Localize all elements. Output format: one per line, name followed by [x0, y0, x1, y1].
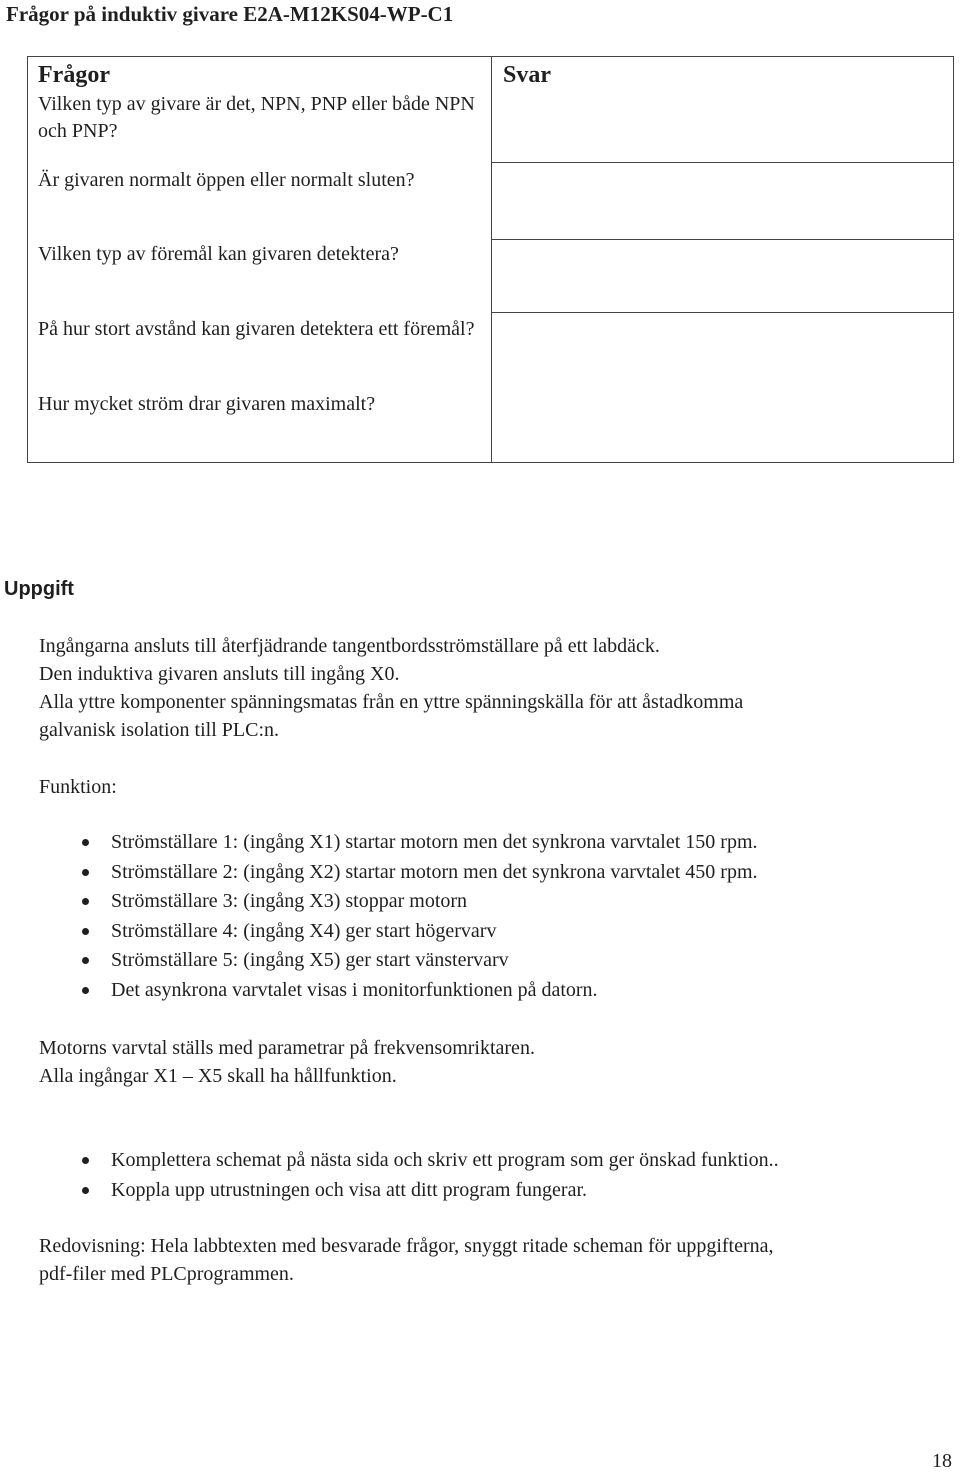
- task-intro-line: Den induktiva givaren ansluts till ingång X0.: [39, 663, 400, 685]
- list-item: Koppla upp utrustningen och visa att ditt program fungerar.: [39, 1176, 779, 1206]
- list-item: Strömställare 5: (ingång X5) ger start vänstervarv: [39, 946, 758, 976]
- report-line: pdf-filer med PLCprogrammen.: [39, 1263, 294, 1285]
- list-item: Det asynkrona varvtalet visas i monitorfunktionen på datorn.: [39, 976, 758, 1006]
- question-3: Vilken typ av föremål kan givaren detektera?: [38, 243, 399, 265]
- question-4: På hur stort avstånd kan givaren detektera ett föremål?: [38, 318, 475, 340]
- question-5: Hur mycket ström drar givaren maximalt?: [38, 393, 376, 415]
- answer-row-divider: [491, 239, 953, 240]
- list-item: Strömställare 2: (ingång X2) startar motorn men det synkrona varvtalet 450 rpm.: [39, 858, 758, 888]
- bullet-icon: [82, 839, 89, 846]
- bullet-icon: [82, 957, 89, 964]
- function-heading: Funktion:: [39, 776, 117, 798]
- note-line: Motorns varvtal ställs med parametrar på frekvensomriktaren.: [39, 1037, 535, 1059]
- answer-row-divider: [491, 162, 953, 163]
- answers-header: Svar: [503, 62, 551, 88]
- page-number: 18: [932, 1450, 952, 1472]
- list-item: Strömställare 1: (ingång X1) startar motorn men det synkrona varvtalet 150 rpm.: [39, 828, 758, 858]
- document-title: Frågor på induktiv givare E2A-M12KS04-WP-C1: [6, 2, 454, 26]
- task-intro-line: galvanisk isolation till PLC:n.: [39, 719, 279, 741]
- question-table: [27, 56, 954, 463]
- task-intro-line: Alla yttre komponenter spänningsmatas från en yttre spänningskälla för att åstadkomma: [39, 691, 744, 713]
- bullet-icon: [82, 869, 89, 876]
- note-line: Alla ingångar X1 – X5 skall ha hållfunktion.: [39, 1065, 397, 1087]
- answer-row-divider: [491, 312, 953, 313]
- question-2: Är givaren normalt öppen eller normalt sluten?: [38, 169, 415, 191]
- report-line: Redovisning: Hela labbtexten med besvarade frågor, snyggt ritade scheman för uppgifterna,: [39, 1235, 774, 1257]
- list-item: Komplettera schemat på nästa sida och skriv ett program som ger önskad funktion..: [39, 1146, 779, 1176]
- instruction-list: [39, 1146, 779, 1205]
- questions-header: Frågor: [38, 62, 110, 88]
- list-item: Strömställare 3: (ingång X3) stoppar motorn: [39, 887, 758, 917]
- task-heading: Uppgift: [4, 578, 74, 600]
- question-1: Vilken typ av givare är det, NPN, PNP eller både NPN och PNP?: [38, 93, 475, 142]
- task-intro-line: Ingångarna ansluts till återfjädrande tangentbordsströmställare på ett labdäck.: [39, 635, 660, 657]
- bullet-icon: [82, 1187, 89, 1194]
- bullet-icon: [82, 928, 89, 935]
- bullet-icon: [82, 1157, 89, 1164]
- list-item: Strömställare 4: (ingång X4) ger start högervarv: [39, 917, 758, 947]
- column-divider: [491, 57, 492, 462]
- bullet-icon: [82, 898, 89, 905]
- bullet-icon: [82, 987, 89, 994]
- function-list: [39, 828, 758, 1006]
